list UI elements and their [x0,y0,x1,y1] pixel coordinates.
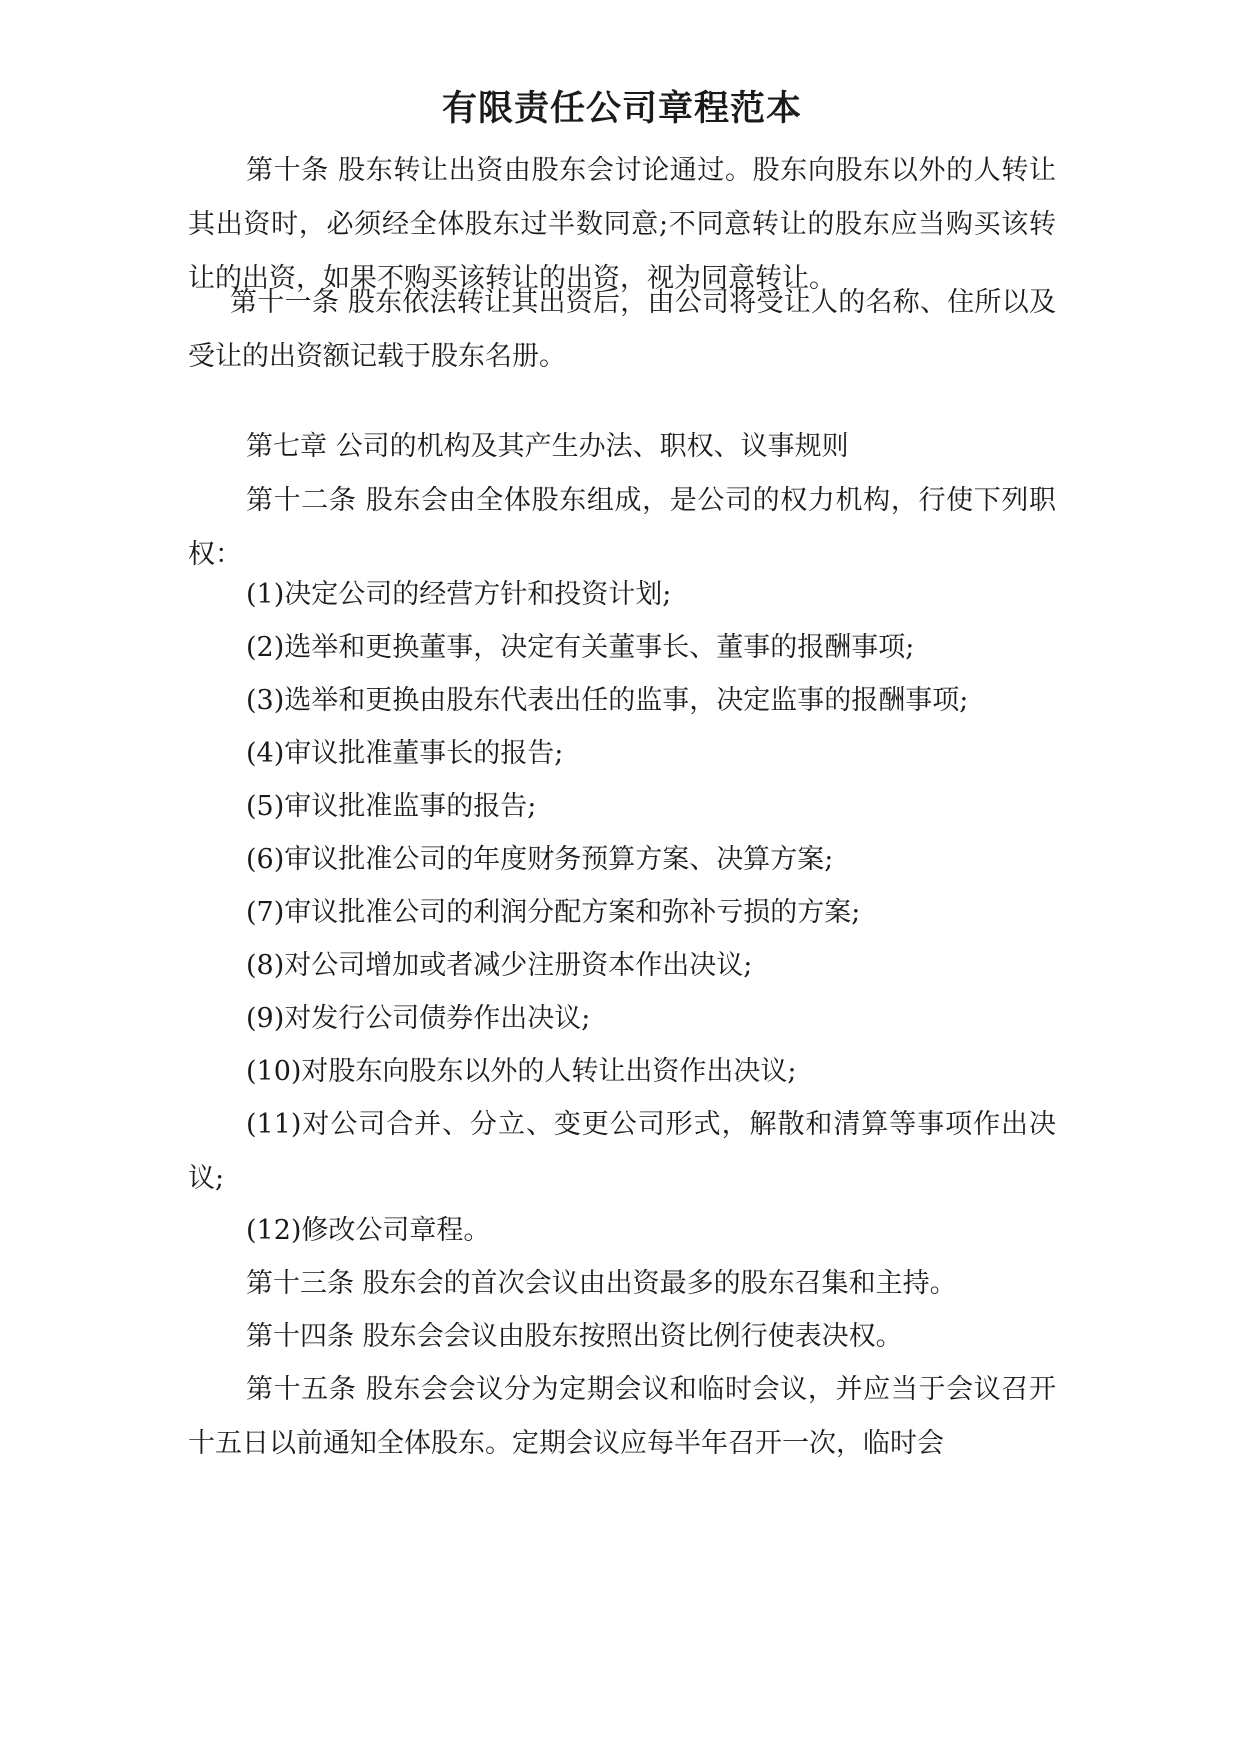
document-title: 有限责任公司章程范本 [441,89,802,129]
power-item-12: (12)修改公司章程。 [246,1215,491,1246]
article-12: 第十二条 股东会由全体股东组成，是公司的权力机构，行使下列职权： [188,485,1056,570]
article-13: 第十三条 股东会的首次会议由出资最多的股东召集和主持。 [246,1268,957,1299]
power-item-4: (4)审议批准董事长的报告; [246,738,564,769]
power-item-7: (7)审议批准公司的利润分配方案和弥补亏损的方案; [246,897,861,928]
power-item-6: (6)审议批准公司的年度财务预算方案、决算方案; [246,844,834,875]
article-10: 第十条 股东转让出资由股东会讨论通过。股东向股东以外的人转让其出资时，必须经全体股东过半数同意;不同意转让的股东应当购买该转让的出资，如果不购买该转让的出资，视为同意转让。 [188,155,1056,294]
power-item-9: (9)对发行公司债券作出决议; [246,1003,591,1034]
power-item-5: (5)审议批准监事的报告; [246,791,537,822]
power-item-1: (1)决定公司的经营方针和投资计划; [246,579,672,610]
article-15: 第十五条 股东会会议分为定期会议和临时会议，并应当于会议召开十五日以前通知全体股东。定期会议应每半年召开一次，临时会 [188,1374,1056,1459]
power-item-2: (2)选举和更换董事，决定有关董事长、董事的报酬事项; [246,632,915,663]
power-item-8: (8)对公司增加或者减少注册资本作出决议; [246,950,753,981]
article-11: 第十一条 股东依法转让其出资后，由公司将受让人的名称、住所以及受让的出资额记载于股东名册。 [188,287,1056,372]
power-item-3: (3)选举和更换由股东代表出任的监事，决定监事的报酬事项; [246,685,969,716]
article-14: 第十四条 股东会会议由股东按照出资比例行使表决权。 [246,1321,903,1352]
power-item-11: (11)对公司合并、分立、变更公司形式，解散和清算等事项作出决议; [188,1109,1056,1194]
chapter-7-heading: 第七章 公司的机构及其产生办法、职权、议事规则 [246,431,849,462]
power-item-10: (10)对股东向股东以外的人转让出资作出决议; [246,1056,797,1087]
